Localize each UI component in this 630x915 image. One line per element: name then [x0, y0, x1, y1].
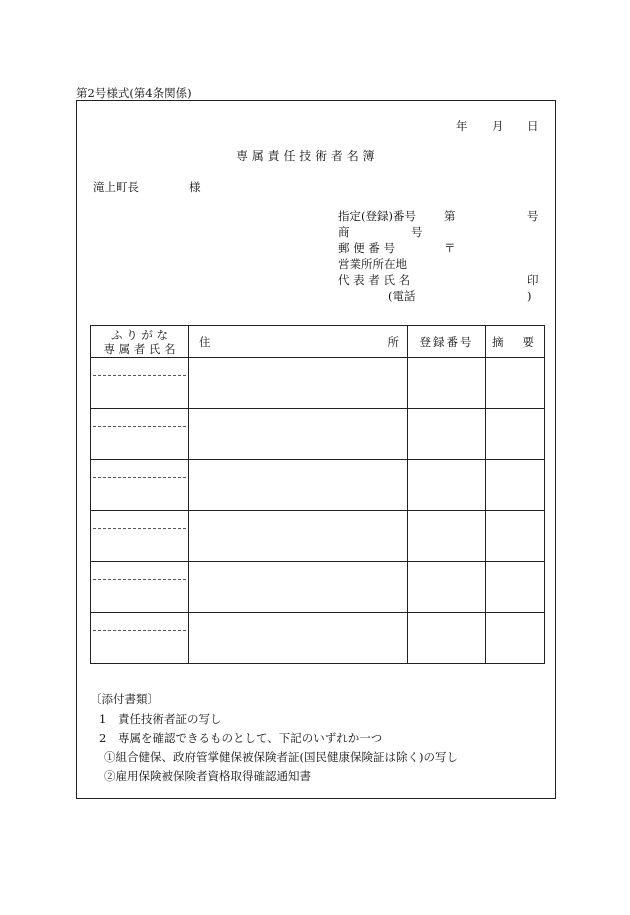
attachment-sub-item-1: ①組合健保、政府管掌健保被保険者証(国民健康保険証は除く)の写し [104, 750, 458, 764]
designation-number-label: 指定(登録)番号 [338, 209, 416, 223]
recipient-honorific: 様 [189, 180, 201, 194]
remarks-cell[interactable] [486, 562, 545, 613]
registry-table [90, 325, 545, 664]
furigana-header: ふ り が な [111, 328, 168, 342]
address-cell[interactable] [189, 562, 408, 613]
registration-number-cell[interactable] [408, 613, 486, 664]
attachment-item-2-number: 2 [99, 731, 107, 745]
furigana-line [93, 562, 186, 580]
registration-number-cell[interactable] [408, 409, 486, 460]
name-header-cell [91, 326, 189, 358]
name-cell[interactable] [91, 358, 189, 409]
address-header-1: 住 [199, 335, 211, 349]
form-number: 第2号様式(第4条関係) [76, 86, 192, 100]
address-cell[interactable] [189, 460, 408, 511]
seal-mark: 印 [527, 273, 539, 287]
address-header-2: 所 [387, 335, 399, 349]
furigana-line [93, 613, 186, 631]
document-title: 専 属 責 任 技 術 者 名 簿 [236, 149, 375, 163]
table-row [91, 409, 545, 460]
phone-label: (電話 [388, 289, 416, 303]
furigana-line [93, 409, 186, 427]
date-year-label: 年 [456, 119, 468, 133]
trade-name-label-2: 号 [411, 225, 423, 239]
attachments-heading: 〔添付書類〕 [90, 692, 159, 706]
name-header: 専 属 者 氏 名 [103, 342, 176, 356]
date-day-label: 日 [527, 119, 539, 133]
registration-header: 登録番号 [419, 335, 474, 349]
remarks-header-2: 要 [522, 335, 534, 349]
remarks-header-cell [486, 326, 545, 358]
trade-name-label-1: 商 [338, 225, 350, 239]
attachment-item-1-number: 1 [99, 712, 107, 726]
registration-number-cell[interactable] [408, 562, 486, 613]
table-row [91, 562, 545, 613]
name-cell[interactable] [91, 460, 189, 511]
designation-suffix: 号 [527, 209, 539, 223]
remarks-cell[interactable] [486, 460, 545, 511]
remarks-cell[interactable] [486, 409, 545, 460]
table-row [91, 358, 545, 409]
recipient-name: 滝上町長 [93, 180, 139, 194]
table-row [91, 511, 545, 562]
address-cell[interactable] [189, 511, 408, 562]
address-cell[interactable] [189, 409, 408, 460]
table-row [91, 460, 545, 511]
remarks-cell[interactable] [486, 511, 545, 562]
registration-number-cell[interactable] [408, 358, 486, 409]
name-cell[interactable] [91, 562, 189, 613]
name-cell[interactable] [91, 613, 189, 664]
postal-mark: 〒 [444, 241, 456, 255]
address-cell[interactable] [189, 613, 408, 664]
furigana-line [93, 358, 186, 376]
furigana-line [93, 460, 186, 478]
phone-close: ) [527, 289, 532, 303]
remarks-header-1: 摘 [492, 335, 504, 349]
table-row [91, 613, 545, 664]
attachment-sub-item-2: ②雇用保険被保険者資格取得確認通知書 [104, 769, 311, 783]
address-header-cell [189, 326, 408, 358]
address-cell[interactable] [189, 358, 408, 409]
registration-number-cell[interactable] [408, 511, 486, 562]
name-cell[interactable] [91, 409, 189, 460]
registration-header-cell [408, 326, 486, 358]
attachment-item-1-text: 責任技術者証の写し [118, 712, 222, 726]
designation-prefix: 第 [444, 209, 456, 223]
remarks-cell[interactable] [486, 613, 545, 664]
name-cell[interactable] [91, 511, 189, 562]
attachment-item-2-text: 専属を確認できるものとして、下記のいずれか一つ [118, 731, 383, 745]
remarks-cell[interactable] [486, 358, 545, 409]
date-month-label: 月 [492, 119, 504, 133]
registration-number-cell[interactable] [408, 460, 486, 511]
furigana-line [93, 511, 186, 529]
representative-name-label: 代 表 者 氏 名 [338, 273, 411, 287]
office-address-label: 営業所所在地 [338, 257, 407, 271]
table-header-row [91, 326, 545, 358]
postal-code-label: 郵 便 番 号 [338, 241, 395, 255]
